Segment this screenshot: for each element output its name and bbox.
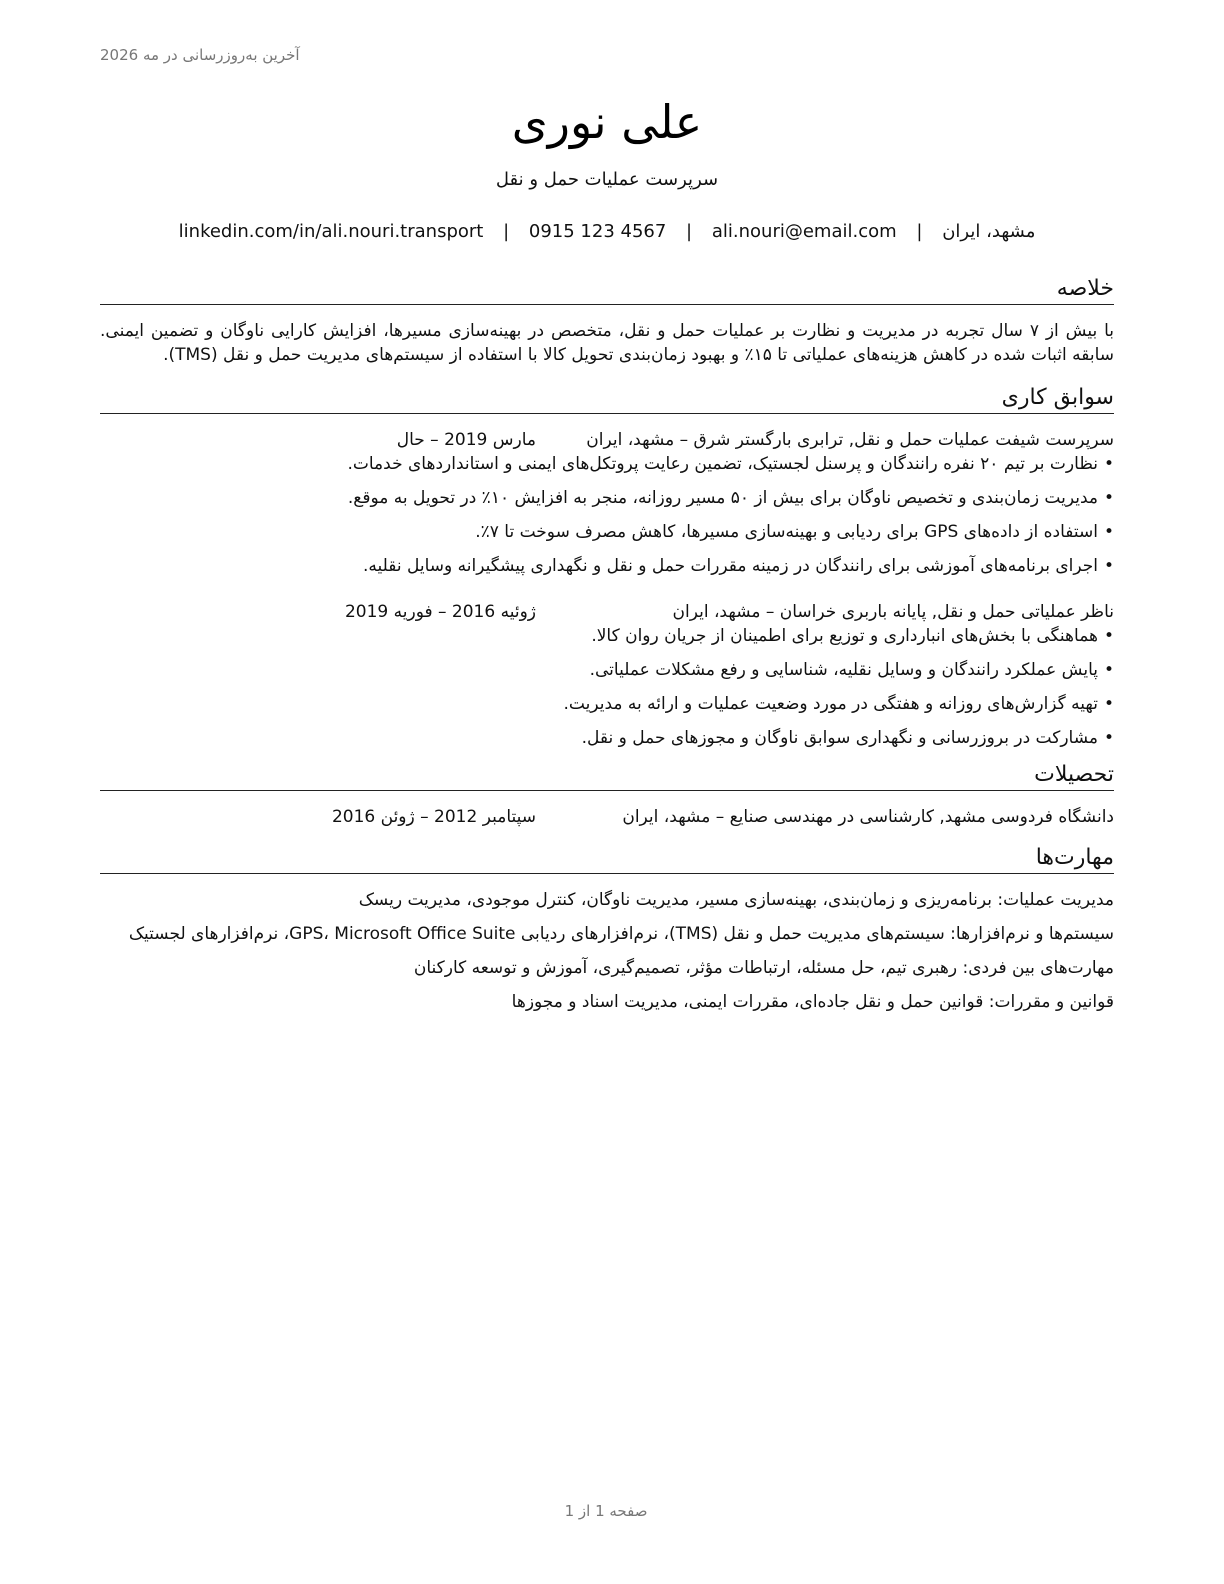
job-header [100, 428, 1114, 452]
section-title-education: تحصیلات [100, 760, 1114, 791]
contact-separator: | [503, 221, 510, 242]
education-school: دانشگاه فردوسی مشهد, کارشناسی در مهندسی صنایع – مشهد، ایران [622, 807, 1114, 827]
contact-linkedin[interactable]: linkedin.com/in/ali.nouri.transport [178, 221, 484, 242]
contact-separator: | [686, 221, 693, 242]
contact-location: مشهد، ایران [942, 221, 1036, 242]
job-bullet: • تهیه گزارش‌های روزانه و هفتگی در مورد وضعیت عملیات و ارائه به مدیریت. [100, 692, 1114, 716]
skill-line: قوانین و مقررات: قوانین حمل و نقل جاده‌ای، مقررات ایمنی، مدیریت اسناد و مجوزها [511, 992, 1114, 1012]
education-section [100, 760, 1114, 829]
job-date: ژوئیه 2016 – فوریه 2019 [344, 602, 536, 622]
job-bullet: • پایش عملکرد رانندگان و وسایل نقلیه، شناسایی و رفع مشکلات عملیاتی. [100, 658, 1114, 682]
job-bullets [100, 452, 1114, 578]
job-bullet: • مدیریت زمان‌بندی و تخصیص ناوگان برای بیش از ۵۰ مسیر روزانه، منجر به افزایش ۱۰٪ در تحویل به موقع. [100, 486, 1114, 510]
skills-section [100, 843, 1114, 1014]
job-title: سرپرست عملیات حمل و نقل [495, 169, 719, 190]
section-title-skills: مهارت‌ها [100, 843, 1114, 874]
last-updated-note: آخرین به‌روزرسانی در مه 2026 [100, 46, 300, 64]
contact-line [100, 220, 1114, 244]
summary-text: با بیش از ۷ سال تجربه در مدیریت و نظارت بر عملیات حمل و نقل، متخصص در بهینه‌سازی مسیرها، افزایش کارایی ناوگان و تضمین ایمنی. سابقه اثبات شده در کاهش هزینه‌های عملیاتی تا ۱۵٪ و بهبود زمان‌بندی تحویل کالا با استفاده از سیستم‌های مدیریت حمل و نقل (TMS). [100, 321, 1114, 365]
summary-section [100, 274, 1114, 367]
skill-line: مهارت‌های بین فردی: رهبری تیم، حل مسئله، ارتباطات مؤثر، تصمیم‌گیری، آموزش و توسعه کارکنان [413, 958, 1114, 978]
job-bullet: • هماهنگی با بخش‌های انبارداری و توزیع برای اطمینان از جریان روان کالا. [100, 624, 1114, 648]
page-number: صفحه 1 از 1 [564, 1502, 648, 1520]
contact-phone[interactable]: 0915 123 4567 [528, 221, 667, 242]
resume-body [100, 274, 1114, 1024]
contact-separator: | [916, 221, 923, 242]
job-entry [100, 428, 1114, 578]
person-name: علی نوری [511, 95, 703, 149]
section-title-summary: خلاصه [100, 274, 1114, 305]
experience-section [100, 383, 1114, 750]
education-entry [100, 805, 1114, 829]
section-title-experience: سوابق کاری [100, 383, 1114, 414]
job-bullet: • اجرای برنامه‌های آموزشی برای رانندگان در زمینه مقررات حمل و نقل و نگهداری پیشگیرانه وسایل نقلیه. [100, 554, 1114, 578]
job-role: سرپرست شیفت عملیات حمل و نقل, ترابری بارگستر شرق – مشهد، ایران [586, 430, 1114, 450]
job-bullet: • مشارکت در بروزرسانی و نگهداری سوابق ناوگان و مجوزهای حمل و نقل. [100, 726, 1114, 750]
job-bullets [100, 624, 1114, 750]
skill-line: مدیریت عملیات: برنامه‌ریزی و زمان‌بندی، بهینه‌سازی مسیر، مدیریت ناوگان، کنترل موجودی، مدیریت ریسک [358, 890, 1114, 910]
job-bullet: • نظارت بر تیم ۲۰ نفره رانندگان و پرسنل لجستیک، تضمین رعایت پروتکل‌های ایمنی و استانداردهای خدمات. [100, 452, 1114, 476]
job-bullet: • استفاده از داده‌های GPS برای ردیابی و بهینه‌سازی مسیرها، کاهش مصرف سوخت تا ۷٪. [100, 520, 1114, 544]
job-entry [100, 600, 1114, 750]
job-header [100, 600, 1114, 624]
education-date: سپتامبر 2012 – ژوئن 2016 [331, 807, 536, 827]
skill-line: سیستم‌ها و نرم‌افزارها: سیستم‌های مدیریت حمل و نقل (TMS)، نرم‌افزارهای ردیابی GPS، Microsoft Office Suite، نرم‌افزارهای لجستیک [128, 924, 1114, 944]
skills-list [100, 888, 1114, 1014]
job-spacer [100, 588, 1114, 600]
contact-email[interactable]: ali.nouri@email.com [711, 221, 897, 242]
resume-header [100, 92, 1114, 244]
job-date: مارس 2019 – حال [396, 430, 536, 450]
job-role: ناظر عملیاتی حمل و نقل, پایانه باربری خراسان – مشهد، ایران [672, 602, 1114, 622]
